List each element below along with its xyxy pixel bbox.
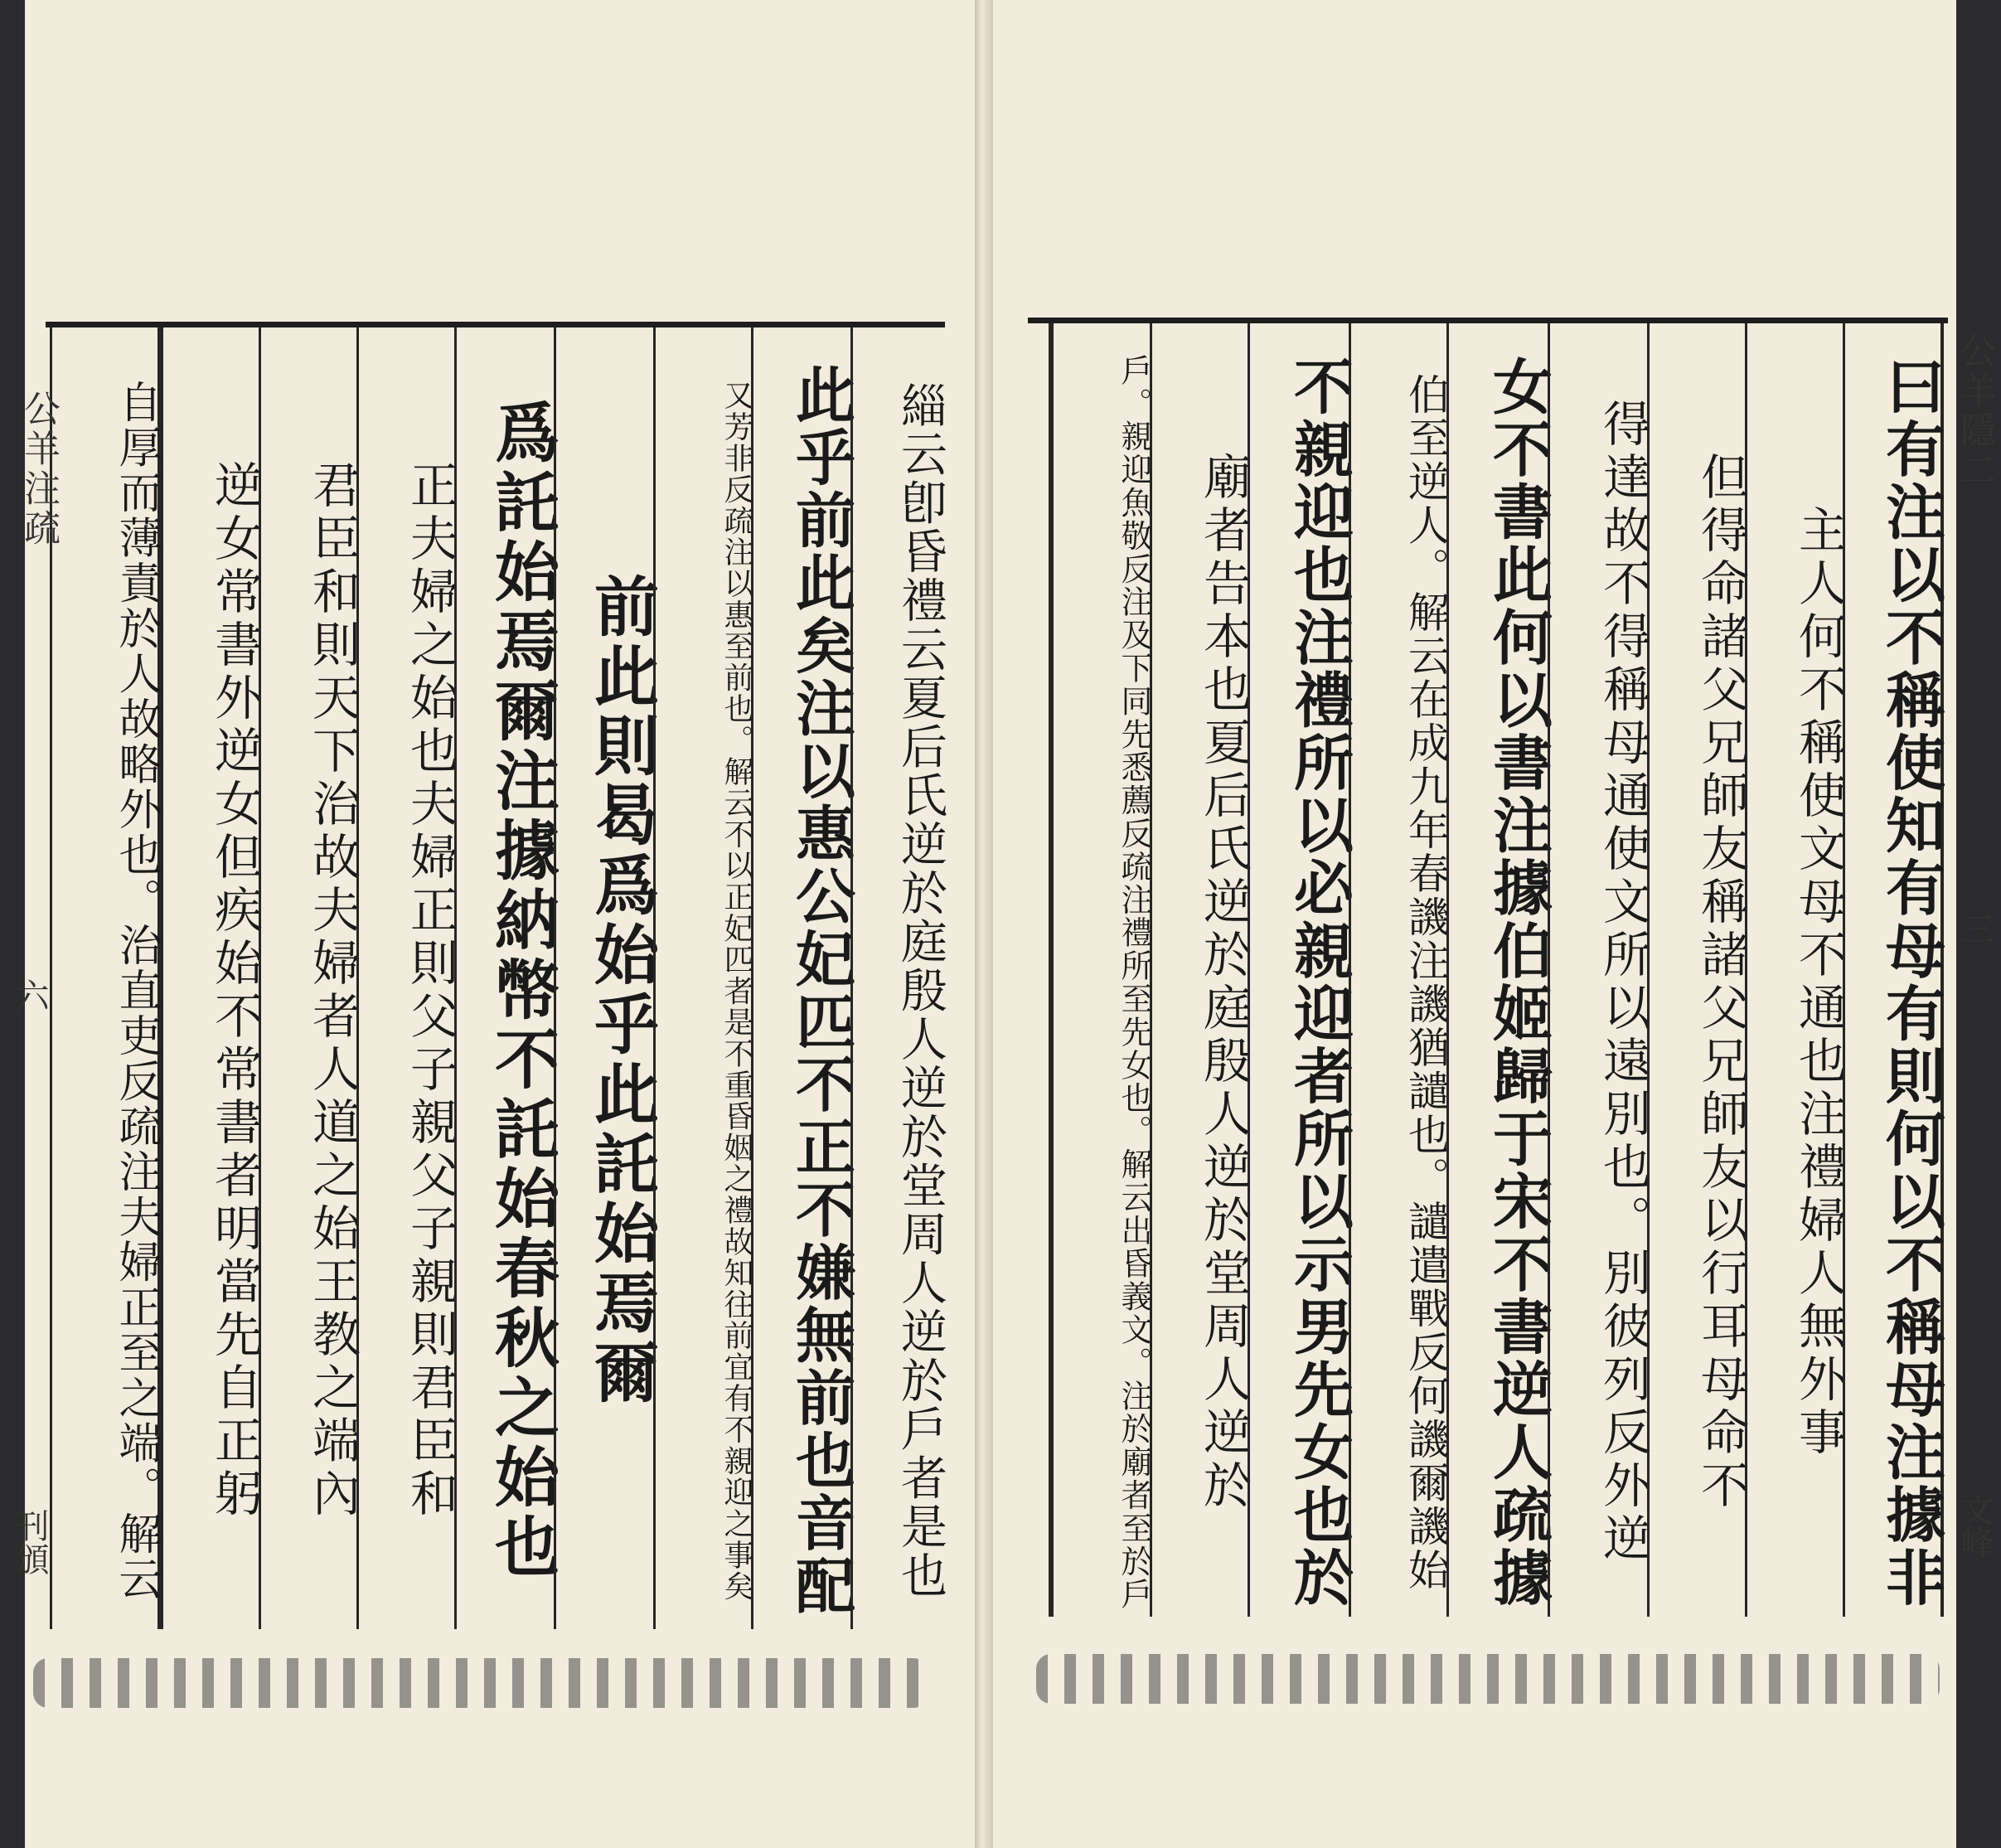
left-page-number: 六 xyxy=(11,978,49,1011)
right-column-7 xyxy=(1248,323,1354,1617)
column-text: 廟者告本也夏后氏逆於庭殷人逆於堂周人逆於 xyxy=(1195,452,1252,1513)
left-top-rule xyxy=(46,322,945,327)
right-column-4 xyxy=(1548,323,1651,1617)
column-text: 曰有注以不稱使知有母有則何以不稱母注據非 xyxy=(1876,356,1946,1609)
left-column-6 xyxy=(356,327,458,1629)
left-column-5 xyxy=(454,327,560,1629)
left-bottom-smudge xyxy=(33,1658,928,1708)
column-text: 君臣和則天下治故夫婦者人道之始王教之端內 xyxy=(304,460,361,1521)
column-text: 爲託始焉爾注據納幣不託始春秋之始也 xyxy=(484,399,560,1583)
right-column-9 xyxy=(1049,323,1150,1617)
right-top-rule xyxy=(1028,318,1948,323)
column-text: 戶。親迎魚敬反注及下同先悉薦反疏注禮所至先女也。解云出昏義文。注於廟者至於戶 xyxy=(1116,353,1152,1612)
book-spine xyxy=(975,0,993,1848)
column-text: 正夫婦之始也夫婦正則父子親父子親則君臣和 xyxy=(402,460,458,1521)
column-text: 又芳非反疏注以惠至前也。解云不以正妃匹者是不重昏姻之禮故知往前宜有不親迎之事矣 xyxy=(719,379,753,1603)
left-column-8 xyxy=(161,327,263,1629)
right-column-6 xyxy=(1349,323,1450,1617)
column-text: 得達故不得稱母通使文所以遠別也。別彼列反外逆 xyxy=(1595,399,1651,1566)
left-column-4 xyxy=(554,327,659,1629)
column-text: 前此則曷爲始乎此託始焉爾 xyxy=(584,573,659,1409)
right-column-5 xyxy=(1446,323,1553,1617)
left-column-7 xyxy=(259,327,361,1629)
left-text-block xyxy=(50,327,947,1629)
column-text: 此乎前此矣注以惠公妃匹不正不嫌無前也音配 xyxy=(786,364,856,1618)
right-column-3 xyxy=(1647,323,1749,1617)
right-bottom-smudge xyxy=(1036,1654,1940,1704)
right-bottom-mark: 文峰 xyxy=(1955,1492,1994,1559)
column-text: 自厚而薄責於人故略外也。治直吏反疏注夫婦正至之端。解云 xyxy=(111,379,161,1603)
left-column-3 xyxy=(653,327,751,1629)
column-text: 伯至逆人。解云在成九年春譏注譏猶譴也。譴遣戰反何譏爾譏始 xyxy=(1402,373,1450,1592)
column-text: 逆女常書外逆女但疾始不常書者明當先自正躬 xyxy=(206,460,263,1521)
left-column-9 xyxy=(50,327,161,1629)
right-text-block xyxy=(1032,323,1944,1617)
right-page-number: 三 xyxy=(1955,912,1994,945)
right-margin-label: 公羊隱二 xyxy=(1954,332,1996,491)
left-bottom-mark: 刊頒 xyxy=(11,1509,49,1575)
right-column-8 xyxy=(1150,323,1252,1617)
column-text: 主人何不稱使文母不通也注禮婦人無外事 xyxy=(1790,505,1847,1460)
right-column-2 xyxy=(1745,323,1847,1617)
column-text: 女不書此何以書注據伯姬歸于宋不書逆人疏據 xyxy=(1483,356,1553,1609)
column-text: 不親迎也注禮所以必親迎者所以示男先女也於 xyxy=(1284,356,1354,1609)
column-text: 緇云卽昏禮云夏后氏逆於庭殷人逆於堂周人逆於戶者是也 xyxy=(894,381,947,1600)
column-text: 但得命諸父兄師友稱諸父兄師友以行耳母命不 xyxy=(1693,452,1749,1513)
left-column-1 xyxy=(850,327,947,1629)
right-column-1 xyxy=(1843,323,1944,1617)
left-margin-label: 公羊注疏 xyxy=(17,390,60,549)
left-column-2 xyxy=(751,327,856,1629)
